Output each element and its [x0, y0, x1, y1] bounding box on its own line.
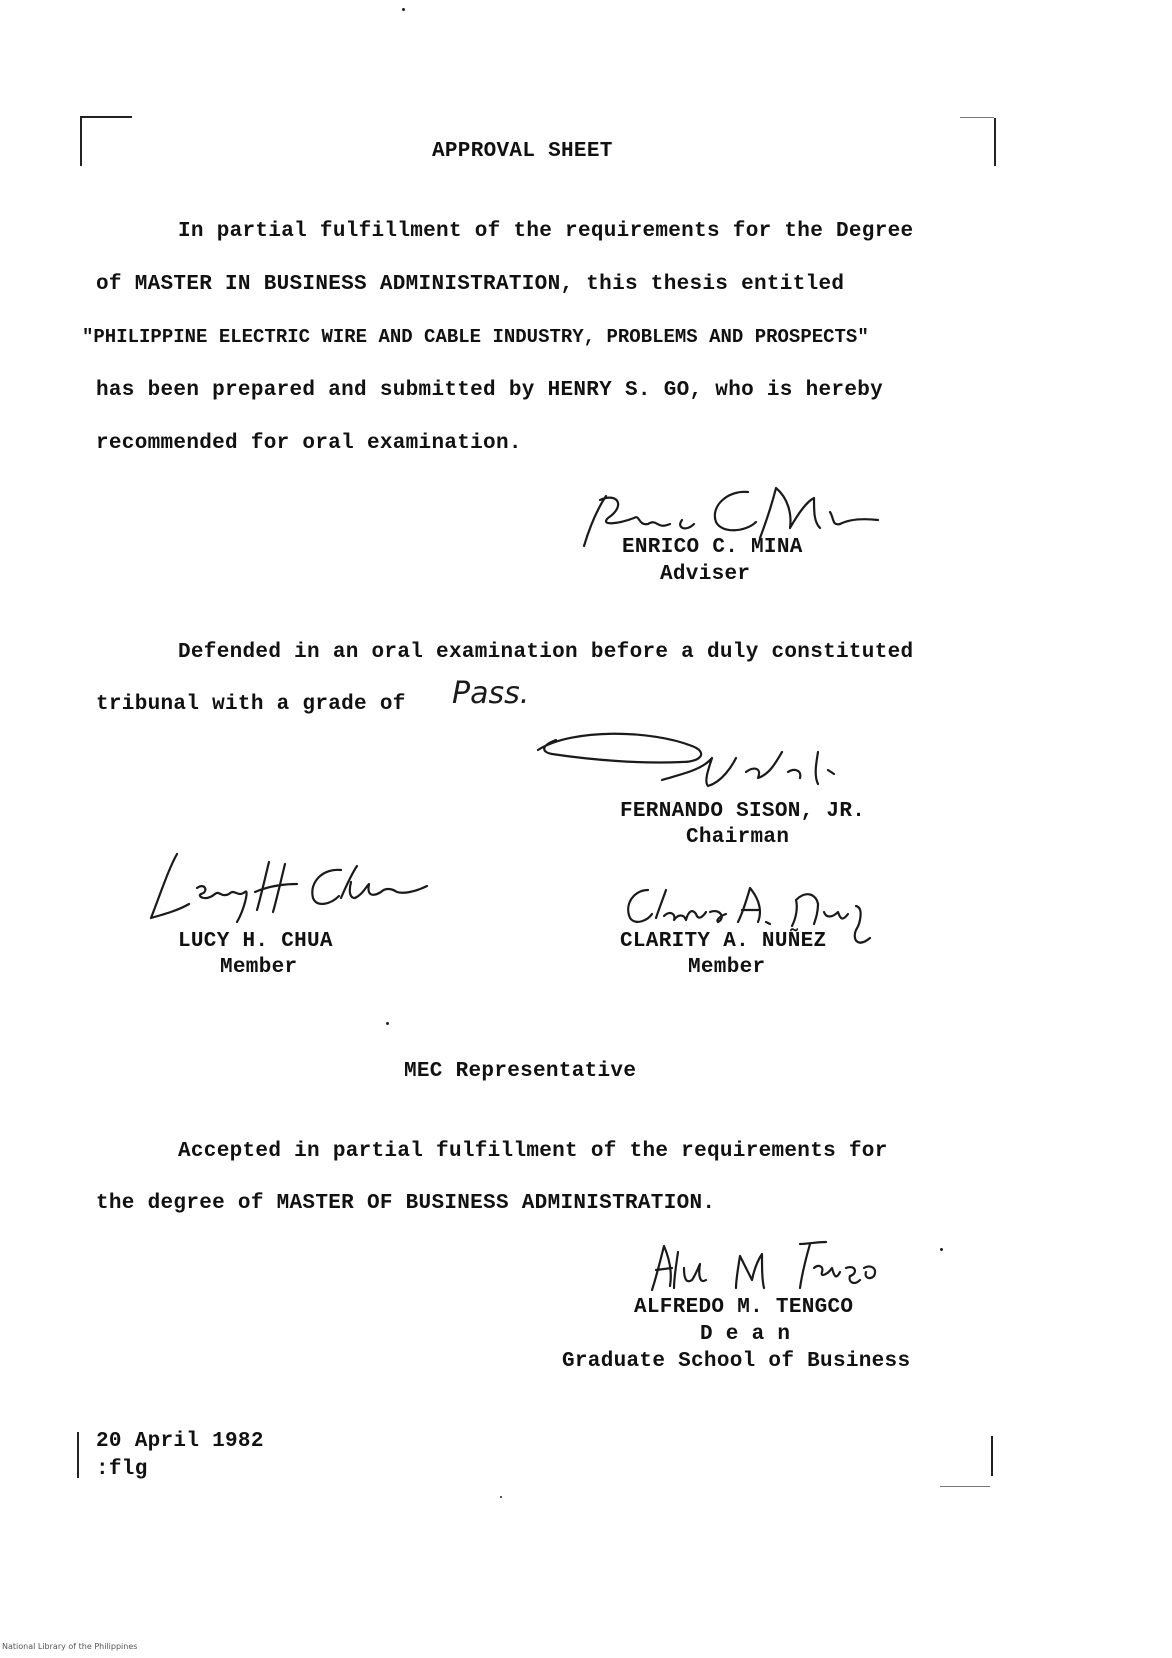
paragraph1-line4: has been prepared and submitted by HENRY S. GO, who is hereby [96, 379, 884, 402]
paragraph2-line1: Defended in an oral examination before a duly constituted [178, 641, 914, 664]
dean-signature [650, 1238, 890, 1298]
chairman-signature [532, 722, 872, 802]
speck [386, 1022, 389, 1025]
speck [500, 1496, 502, 1498]
speck [940, 1248, 943, 1251]
paragraph2-line2: tribunal with a grade of [96, 693, 406, 716]
paragraph3-line2: the degree of MASTER OF BUSINESS ADMINISTRATION. [96, 1192, 716, 1215]
dean-role: D e a n [700, 1323, 791, 1346]
corner-mark-bottom-left-v [77, 1432, 79, 1478]
paragraph3-line1: Accepted in partial fulfillment of the requirements for [178, 1140, 888, 1163]
speck [402, 8, 405, 11]
adviser-name: ENRICO C. MINA [622, 536, 803, 559]
member1-signature [145, 848, 435, 928]
paragraph1-line5: recommended for oral examination. [96, 432, 522, 455]
dean-name: ALFREDO M. TENGCO [634, 1296, 854, 1319]
paragraph1-line2: of MASTER IN BUSINESS ADMINISTRATION, this thesis entitled [96, 273, 845, 296]
page-title: APPROVAL SHEET [432, 140, 613, 163]
dean-school: Graduate School of Business [562, 1350, 911, 1373]
corner-mark-top-right-h [960, 117, 994, 118]
corner-mark-top-left-v [80, 116, 82, 166]
corner-mark-top-right-v [994, 118, 996, 166]
date: 20 April 1982 [96, 1430, 264, 1453]
member2-name: CLARITY A. NUÑEZ [620, 930, 827, 953]
corner-mark-bottom-right-v [991, 1436, 993, 1476]
paragraph1-line1: In partial fulfillment of the requirements for the Degree [178, 220, 914, 243]
grade-handwritten: Pass. [452, 676, 530, 711]
chairman-name: FERNANDO SISON, JR. [620, 800, 866, 823]
typist-initials: :flg [96, 1458, 148, 1481]
corner-mark-bottom-right-h [940, 1486, 990, 1487]
footer-text: National Library of the Philippines [2, 1642, 138, 1651]
member1-role: Member [220, 956, 298, 979]
member2-role: Member [688, 956, 766, 979]
corner-mark-top-left-h [80, 116, 132, 118]
adviser-role: Adviser [660, 563, 751, 586]
mec-representative: MEC Representative [404, 1060, 637, 1083]
chairman-role: Chairman [686, 826, 790, 849]
member1-name: LUCY H. CHUA [178, 930, 333, 953]
paragraph1-line3: "PHILIPPINE ELECTRIC WIRE AND CABLE INDUSTRY, PROBLEMS AND PROSPECTS" [82, 326, 869, 348]
